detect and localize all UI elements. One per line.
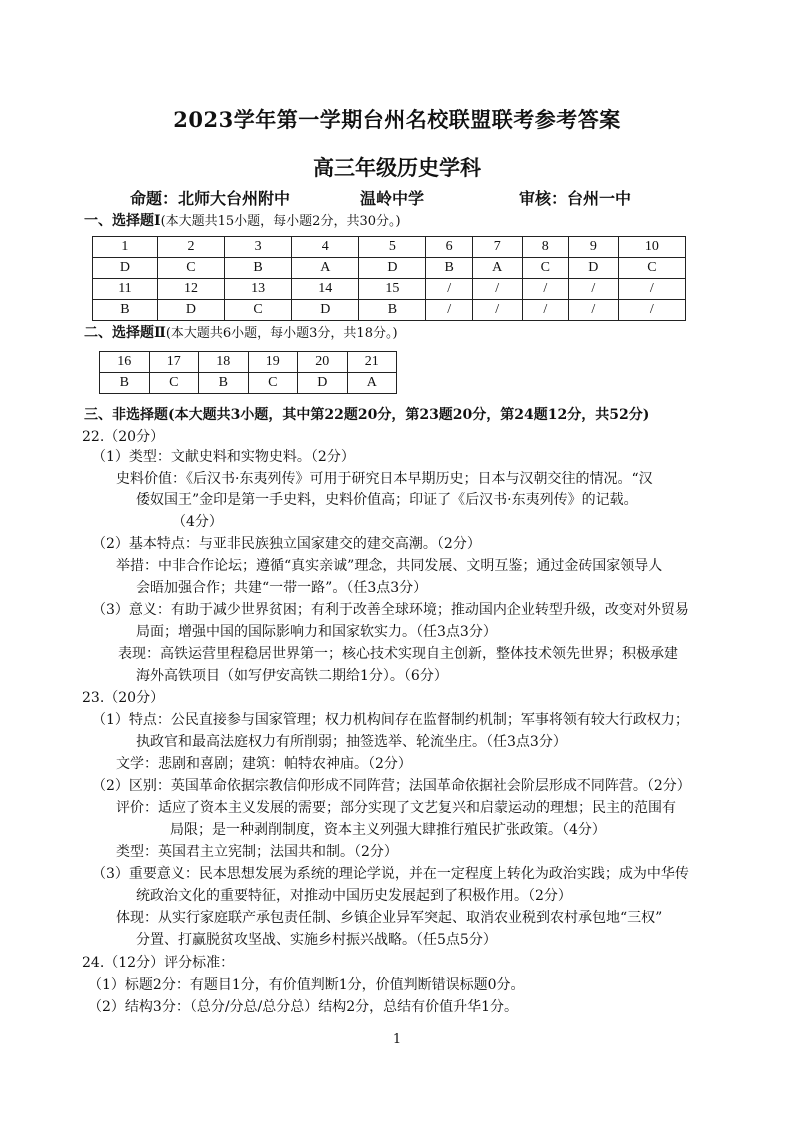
section2-note: (本大题共6小题，每小题3分，共18分。) bbox=[165, 326, 398, 341]
page-title: 2023学年第一学期台州名校联盟联考参考答案 bbox=[173, 107, 621, 132]
answer-line: 倭奴国王”金印是第一手史料，史料价值高；印证了《后汉书·东夷列传》的记载。 bbox=[136, 492, 638, 508]
answer-line: 23.（20分） bbox=[82, 690, 165, 706]
table2-cell: 16 bbox=[100, 352, 150, 373]
table1-cell: B bbox=[359, 300, 426, 321]
table1-cell: C bbox=[157, 258, 224, 279]
table1-cell: 12 bbox=[157, 279, 224, 300]
answer-line: （4分） bbox=[172, 514, 223, 530]
table2-cell: 17 bbox=[149, 352, 199, 373]
answer-line: （1）特点：公民直接参与国家管理；权力机构间存在监督制约机制；军事将领有较大行政权力； bbox=[92, 712, 689, 728]
answer-line: （3）意义：有助于减少世界贫困；有利于改善全球环境；推动国内企业转型升级，改变对外贸易 bbox=[92, 602, 689, 618]
table1-cell: 4 bbox=[292, 237, 359, 258]
answer-line: 评价：适应了资本主义发展的需要；部分实现了文艺复兴和启蒙运动的理想；民主的范围有 bbox=[116, 800, 676, 816]
table1-cell: 6 bbox=[426, 237, 472, 258]
answer-line: 类型：英国君主立宪制；法国共和制。（2分） bbox=[116, 844, 398, 860]
table1-cell: C bbox=[225, 300, 292, 321]
table2-cell: 19 bbox=[248, 352, 298, 373]
answer-line: 会晤加强合作；共建“一带一路”。（任3点3分） bbox=[136, 580, 428, 596]
table1-cell: B bbox=[225, 258, 292, 279]
table1-cell: 7 bbox=[472, 237, 522, 258]
table1-cell: / bbox=[522, 300, 568, 321]
table1-cell: A bbox=[472, 258, 522, 279]
table1-cell: / bbox=[568, 279, 618, 300]
answer-line: 24.（12分）评分标准： bbox=[82, 955, 235, 971]
table1-cell: 2 bbox=[157, 237, 224, 258]
table2-cell: A bbox=[347, 373, 397, 394]
page-number: 1 bbox=[392, 1032, 402, 1047]
table1-cell: 8 bbox=[522, 237, 568, 258]
answer-table-1 bbox=[92, 236, 686, 321]
page-subtitle: 高三年级历史学科 bbox=[313, 155, 481, 180]
credit-proposer: 命题：北师大台州附中 bbox=[130, 189, 291, 208]
table1-row bbox=[93, 300, 686, 321]
answer-line: 体现：从实行家庭联产承包责任制、乡镇企业异军突起、取消农业税到农村承包地“三权” bbox=[116, 910, 663, 926]
answer-line: 分置、打赢脱贫攻坚战、实施乡村振兴战略。（任5点5分） bbox=[136, 932, 497, 948]
table1-cell: D bbox=[157, 300, 224, 321]
table1-cell: D bbox=[93, 258, 158, 279]
table2-cell: C bbox=[149, 373, 199, 394]
section2-heading bbox=[84, 322, 398, 342]
table2-cell: 20 bbox=[298, 352, 348, 373]
table1-cell: 10 bbox=[618, 237, 685, 258]
section1-heading bbox=[84, 210, 401, 230]
table1-cell: / bbox=[568, 300, 618, 321]
table1-cell: C bbox=[522, 258, 568, 279]
table1-cell: A bbox=[292, 258, 359, 279]
credit-co-proposer: 温岭中学 bbox=[360, 189, 425, 208]
answer-line: 统政治文化的重要特征，对推动中国历史发展起到了积极作用。（2分） bbox=[136, 888, 572, 904]
table1-cell: B bbox=[93, 300, 158, 321]
table2-row bbox=[100, 373, 397, 394]
table1-cell: 5 bbox=[359, 237, 426, 258]
answer-line: 文学：悲剧和喜剧；建筑：帕特农神庙。（2分） bbox=[116, 756, 412, 772]
answer-line: 执政官和最高法庭权力有所削弱；抽签选举、轮流坐庄。（任3点3分） bbox=[136, 734, 567, 750]
table1-cell: / bbox=[618, 279, 685, 300]
table1-cell: / bbox=[472, 279, 522, 300]
answer-line: 举措：中非合作论坛；遵循“真实亲诚”理念，共同发展、文明互鉴；通过金砖国家领导人 bbox=[116, 558, 663, 574]
answer-line: （3）重要意义：民本思想发展为系统的理论学说，并在一定程度上转化为政治实践；成为中华传 bbox=[92, 866, 689, 882]
answer-line: 海外高铁项目（如写伊安高铁二期给1分）。（6分） bbox=[136, 668, 448, 684]
answer-line: 表现：高铁运营里程稳居世界第一；核心技术实现自主创新，整体技术领先世界；积极承建 bbox=[118, 646, 678, 662]
credit-reviewer: 审核：台州一中 bbox=[519, 189, 632, 208]
table1-row bbox=[93, 258, 686, 279]
table2-cell: 18 bbox=[199, 352, 249, 373]
section3-heading: 三、非选择题(本大题共3小题，其中第22题20分，第23题20分，第24题12分，共52分) bbox=[84, 407, 650, 423]
answer-line: 局限；是一种剥削制度，资本主义列强大肆推行殖民扩张政策。（4分） bbox=[170, 822, 606, 838]
table1-cell: 11 bbox=[93, 279, 158, 300]
table1-row bbox=[93, 279, 686, 300]
table1-row bbox=[93, 237, 686, 258]
table1-cell: 13 bbox=[225, 279, 292, 300]
table1-cell: 1 bbox=[93, 237, 158, 258]
section1-note: (本大题共15小题，每小题2分，共30分。) bbox=[160, 214, 401, 229]
table2-cell: C bbox=[248, 373, 298, 394]
table2-cell: B bbox=[100, 373, 150, 394]
table1-cell: / bbox=[426, 279, 472, 300]
answer-line: （2）区别：英国革命依据宗教信仰形成不同阵营；法国革命依据社会阶层形成不同阵营。（2分） bbox=[92, 778, 691, 794]
table2-cell: B bbox=[199, 373, 249, 394]
table1-cell: / bbox=[426, 300, 472, 321]
table1-cell: 15 bbox=[359, 279, 426, 300]
answer-line: 局面；增强中国的国际影响力和国家软实力。（任3点3分） bbox=[136, 624, 497, 640]
table1-cell: D bbox=[292, 300, 359, 321]
table1-cell: / bbox=[522, 279, 568, 300]
table1-cell: C bbox=[618, 258, 685, 279]
table1-cell: B bbox=[426, 258, 472, 279]
table2-cell: D bbox=[298, 373, 348, 394]
table1-cell: / bbox=[618, 300, 685, 321]
answer-line: （1）类型：文献史料和实物史料。（2分） bbox=[92, 449, 355, 465]
table1-cell: 9 bbox=[568, 237, 618, 258]
answer-line: （2）基本特点：与亚非民族独立国家建交的建交高潮。（2分） bbox=[92, 536, 481, 552]
answer-line: 史料价值：《后汉书·东夷列传》可用于研究日本早期历史；日本与汉朝交往的情况。“汉 bbox=[116, 471, 653, 487]
table1-cell: 14 bbox=[292, 279, 359, 300]
section1-title: 一、选择题Ⅰ bbox=[84, 213, 161, 229]
table1-cell: D bbox=[359, 258, 426, 279]
table1-cell: 3 bbox=[225, 237, 292, 258]
table2-row bbox=[100, 352, 397, 373]
table1-cell: / bbox=[472, 300, 522, 321]
section2-title: 二、选择题Ⅱ bbox=[84, 325, 166, 341]
answer-line: 22.（20分） bbox=[82, 429, 165, 445]
table1-cell: D bbox=[568, 258, 618, 279]
answer-line: （1）标题2分：有题目1分，有价值判断1分，价值判断错误标题0分。 bbox=[88, 977, 525, 993]
answer-table-2 bbox=[99, 351, 397, 394]
answer-line: （2）结构3分：（总分/分总/总分总）结构2分，总结有价值升华1分。 bbox=[88, 999, 519, 1015]
table2-cell: 21 bbox=[347, 352, 397, 373]
